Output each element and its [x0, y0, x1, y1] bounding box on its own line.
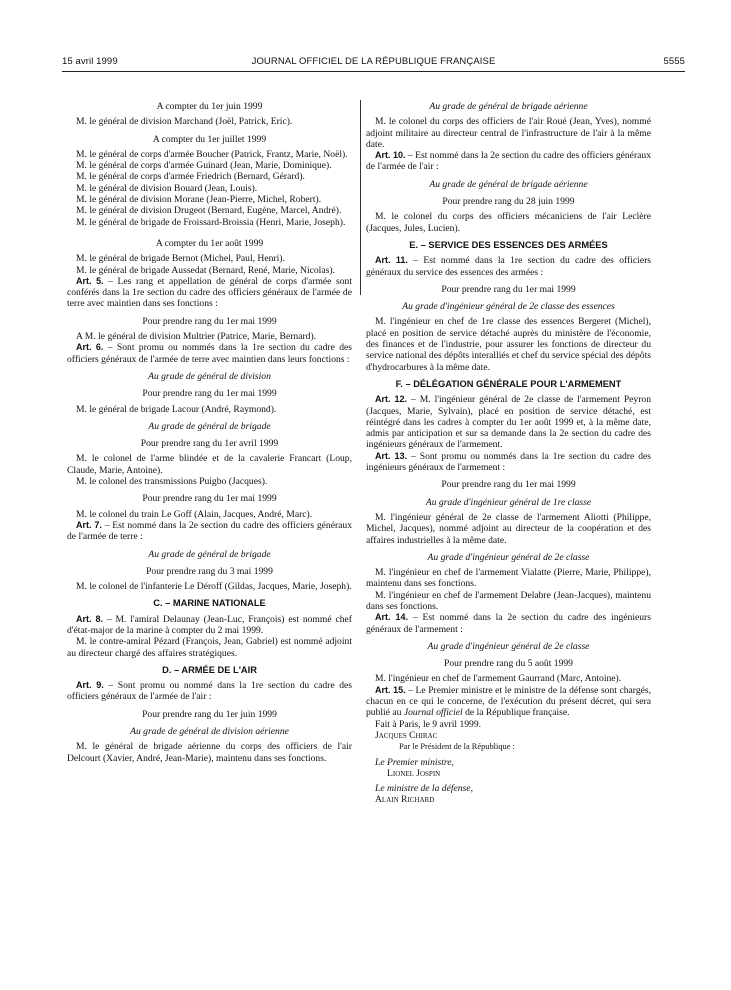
signature-date: Fait à Paris, le 9 avril 1999. [375, 718, 482, 730]
article-label: Art. 10. [375, 150, 406, 161]
page-header [62, 56, 685, 70]
defense-minister-title: Le ministre de la défense, [375, 783, 473, 795]
article-text: – Le Premier ministre et le ministre de la défense sont chargés, chacun en ce qui le concerne, de l'exécution du présent décret, qui sera publié au [366, 684, 652, 719]
heading: Pour prendre rang du 1er mai 1999 [142, 493, 277, 505]
paragraph: M. le contre-amiral Pézard (François, Jean, Gabriel) est nommé adjoint au directeur chargé des affaires stratégiques. [67, 636, 352, 659]
paragraph: M. le colonel du corps des officiers mécaniciens de l'air Leclère (Jacques, Jules, Lucien). [366, 211, 651, 234]
paragraph: M. le général de division Bouard (Jean, Louis). [76, 182, 258, 194]
article-13 [366, 451, 651, 474]
header-journal-title: JOURNAL OFFICIEL DE LA RÉPUBLIQUE FRANÇAISE [251, 56, 496, 67]
heading: Pour prendre rang du 28 juin 1999 [442, 196, 575, 208]
paragraph: M. le général de brigade Bernot (Michel, Paul, Henri). [76, 253, 285, 265]
paragraph: A M. le général de division Multrier (Patrice, Marie, Bernard). [76, 331, 317, 343]
paragraph: M. le général de division Morane (Jean-Pierre, Michel, Robert). [76, 194, 322, 206]
article-label: Art. 8. [76, 613, 103, 624]
grade-heading: Au grade de général de brigade [148, 548, 271, 560]
paragraph: M. l'ingénieur en chef de l'armement Gaurrand (Marc, Antoine). [375, 673, 622, 685]
article-text: de la République française. [462, 707, 570, 719]
article-label: Art. 6. [76, 342, 104, 353]
grade-heading: Au grade de général de division [148, 370, 271, 382]
article-5 [67, 276, 352, 310]
article-text: – Sont promu ou nommés dans la 1re section du cadre des ingénieurs généraux de l'armement : [366, 450, 651, 474]
grade-heading: Au grade de général de brigade aérienne [429, 101, 588, 112]
header-page-number: 5555 [663, 56, 685, 67]
paragraph: M. le général de corps d'armée Guinard (Jean, Marie, Dominique). [76, 160, 332, 172]
heading: Pour prendre rang du 1er mai 1999 [142, 388, 277, 400]
paragraph: M. le colonel des transmissions Puigbo (Jacques). [76, 476, 268, 488]
article-text: – Est nommé dans la 1re section du cadre des officiers généraux du service des essences des armées : [366, 255, 652, 278]
paragraph: M. le général de brigade Lacour (André, Raymond). [76, 403, 277, 415]
column-divider [360, 100, 361, 295]
article-14 [366, 612, 651, 635]
grade-heading: Au grade d'ingénieur général de 2e classe [427, 551, 590, 563]
article-6 [67, 342, 352, 365]
paragraph: M. le général de brigade de Froissard-Broissia (Henri, Marie, Joseph). [76, 216, 346, 228]
heading: Pour prendre rang du 3 mai 1999 [146, 565, 273, 577]
paragraph: M. l'ingénieur général de 2e classe de l'armement Aliotti (Philippe, Michel, Jacques), nommé adjoint au directeur de la coopération et des affaires industrielles à la même date. [366, 511, 651, 546]
article-text: – Sont promu ou nommés dans la 1re section du cadre des officiers généraux de l'armée de terre avec maintien dans leurs fonctions : [67, 342, 352, 365]
article-label: Art. 12. [375, 394, 408, 405]
right-column [366, 101, 651, 806]
article-8 [67, 614, 352, 637]
signature-president: Jacques Chirac [375, 729, 438, 741]
article-label: Art. 13. [375, 450, 408, 461]
paragraph: M. le général de division Marchand (Joël, Patrick, Eric). [76, 116, 293, 128]
paragraph: M. l'ingénieur en chef de 1re classe des essences Bergeret (Michel), placé en position de service détaché auprès du ministère de l'économie, des finances et de l'industrie, pour assurer les fonctions de directeur du service national des dépôts interalliés et chef du service spécial des dépôts d'hydrocarbures à la même date. [366, 316, 651, 373]
article-text: – Est nommé dans la 2e section du cadre des officiers généraux de l'armée de terre : [67, 519, 352, 543]
heading: Pour prendre rang du 1er mai 1999 [441, 479, 576, 491]
article-7 [67, 520, 352, 543]
article-text: – Sont promu ou nommé dans la 1re section du cadre des officiers généraux de l'armée de l'air : [67, 680, 352, 703]
paragraph: M. le général de brigade aérienne du corps des officiers de l'air Delcourt (Xavier, André, Jean-Marie), maintenu dans ses fonctions. [67, 741, 352, 764]
by-president-line: Par le Président de la République : [399, 742, 515, 752]
article-text: – Est nommé dans la 2e section du cadre des ingénieurs généraux de l'armement : [366, 612, 651, 635]
heading: A compter du 1er juin 1999 [156, 101, 263, 112]
paragraph: M. l'ingénieur en chef de l'armement Vialatte (Pierre, Marie, Philippe), maintenu dans ses fonctions. [366, 567, 651, 590]
paragraph: M. le général de brigade Aussedat (Bernard, René, Marie, Nicolas). [76, 264, 335, 276]
header-date: 15 avril 1999 [62, 56, 118, 67]
article-text: – M. l'amiral Delaunay (Jean-Luc, François) est nommé chef d'état-major de la marine à compter du 2 mai 1999. [67, 613, 352, 636]
article-text: – M. l'ingénieur général de 2e classe de l'armement Peyron (Jacques, Marie, Sylvain), placé en position de service détaché, est réintégré dans les cadres à compter du 1er août 1999 et, à la même date, admis par anticipation et sur sa demande dans la 2e section du cadre des ingénieurs généraux de l'armement. [366, 394, 651, 451]
paragraph: M. le colonel de l'infanterie Le Déroff (Gildas, Jacques, Marie, Joseph). [76, 581, 352, 593]
article-label: Art. 5. [76, 275, 104, 286]
paragraph: M. le général de division Drugeot (Bernard, Eugène, Marcel, André). [76, 205, 342, 217]
section-heading-f: F. – DÉLÉGATION GÉNÉRALE POUR L'ARMEMENT [395, 378, 622, 389]
article-label: Art. 11. [375, 255, 408, 266]
section-heading-d: D. – ARMÉE DE L'AIR [162, 664, 257, 675]
paragraph: M. le général de corps d'armée Friedrich (Bernard, Gérard). [76, 171, 305, 183]
article-label: Art. 7. [76, 519, 102, 530]
article-label: Art. 9. [76, 680, 104, 691]
heading: A compter du 1er août 1999 [155, 237, 264, 249]
article-15 [366, 685, 651, 719]
pm-name: Lionel Jospin [387, 767, 441, 779]
article-label: Art. 15. [375, 684, 406, 695]
article-12 [366, 394, 651, 450]
heading: Pour prendre rang du 5 août 1999 [444, 658, 573, 670]
defense-minister-name: Alain Richard [375, 794, 435, 806]
heading: Pour prendre rang du 1er avril 1999 [140, 438, 279, 450]
article-11 [366, 255, 651, 278]
grade-heading: Au grade d'ingénieur général de 1re classe [425, 496, 592, 508]
article-label: Art. 14. [375, 612, 408, 623]
grade-heading: Au grade d'ingénieur général de 2e classe [427, 640, 590, 652]
article-9 [67, 680, 352, 703]
section-heading-c: C. – MARINE NATIONALE [153, 598, 266, 609]
heading: Pour prendre rang du 1er mai 1999 [142, 315, 277, 327]
paragraph: M. le colonel du corps des officiers de l'air Roué (Jean, Yves), nommé adjoint militaire au directeur central de l'infrastructure de l'air à la même date. [366, 116, 651, 150]
left-column [67, 101, 352, 764]
article-text: – Les rang et appellation de général de corps d'armée sont conférés dans la 1re section du cadre des officiers généraux de l'armée de terre avec maintien dans ses fonctions : [67, 275, 352, 310]
paragraph: M. le colonel de l'arme blindée et de la cavalerie Francart (Loup, Claude, Marie, Antoine). [67, 453, 352, 476]
grade-heading: Au grade de général de brigade [148, 420, 271, 432]
paragraph: M. l'ingénieur en chef de l'armement Delabre (Jean-Jacques), maintenu dans ses fonctions. [366, 589, 651, 612]
grade-heading: Au grade de général de division aérienne [130, 726, 289, 738]
article-text: – Est nommé dans la 2e section du cadre des officiers généraux de l'armée de l'air : [366, 150, 651, 173]
paragraph: M. le colonel du train Le Goff (Alain, Jacques, André, Marc). [76, 508, 313, 520]
pm-title: Le Premier ministre, [375, 756, 454, 768]
heading: Pour prendre rang du 1er mai 1999 [441, 283, 576, 295]
section-heading-e: E. – SERVICE DES ESSENCES DES ARMÉES [409, 239, 608, 250]
heading: A compter du 1er juillet 1999 [152, 133, 267, 145]
header-rule [62, 71, 685, 72]
grade-heading: Au grade de général de brigade aérienne [429, 178, 588, 190]
journal-name: Journal officiel [403, 707, 463, 719]
grade-heading: Au grade d'ingénieur général de 2e classe des essences [402, 301, 615, 313]
article-10 [366, 150, 651, 173]
heading: Pour prendre rang du 1er juin 1999 [142, 708, 277, 720]
paragraph: M. le général de corps d'armée Boucher (Patrick, Frantz, Marie, Noël). [76, 148, 348, 160]
